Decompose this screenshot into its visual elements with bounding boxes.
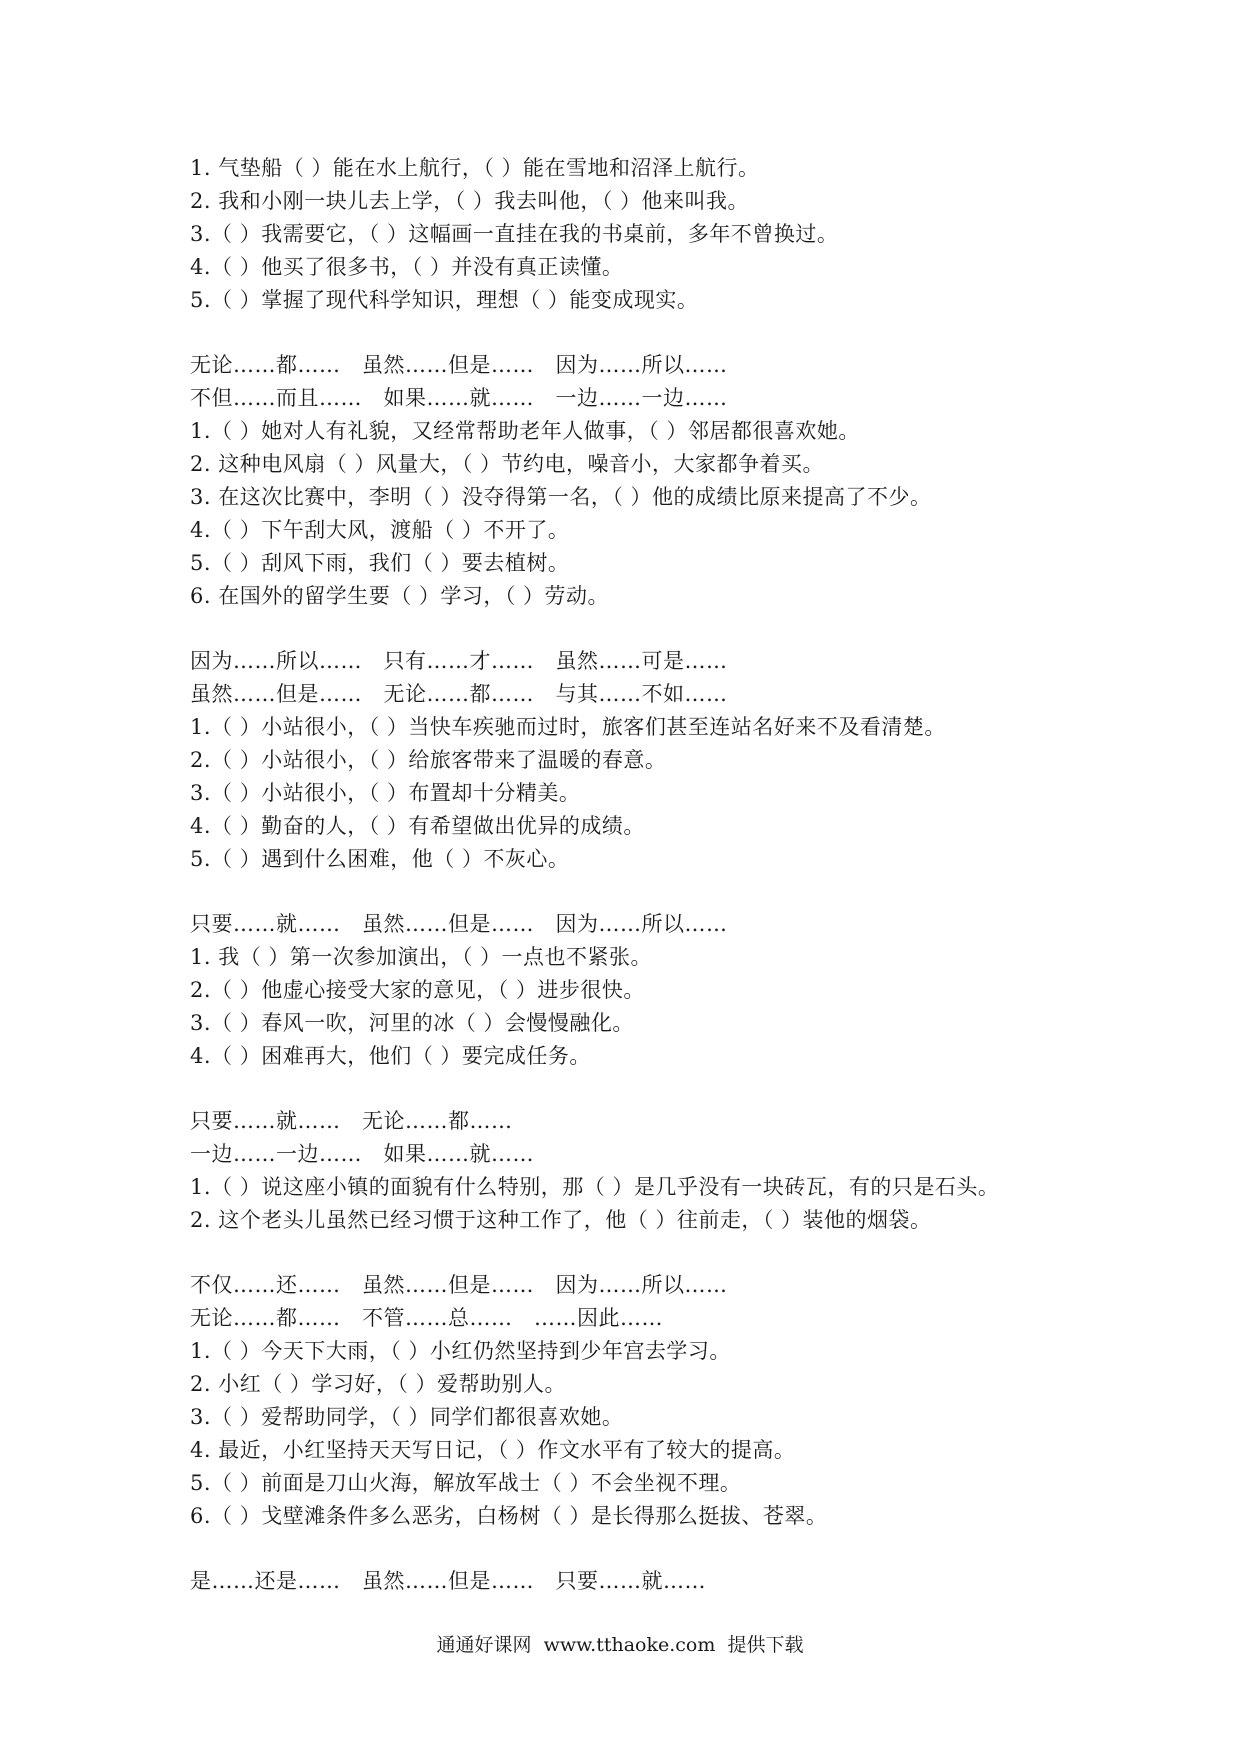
- exercise-content: [190, 152, 1190, 1598]
- question-line: 1.（ ）小站很小，（ ）当快车疾驰而过时，旅客们甚至连站名好来不及看清楚。: [190, 715, 946, 739]
- exercise-section: [190, 1565, 1190, 1598]
- word-bank-line: 是……还是…… 虽然……但是…… 只要……就……: [190, 1569, 707, 1593]
- word-bank-line: 只要……就…… 虽然……但是…… 因为……所以……: [190, 912, 728, 936]
- question-line: 1.（ ）今天下大雨，（ ）小红仍然坚持到少年宫去学习。: [190, 1339, 731, 1363]
- exercise-section: [190, 908, 1190, 1073]
- question-line: 5.（ ）刮风下雨，我们（ ）要去植树。: [190, 551, 570, 575]
- question-line: 4.（ ）勤奋的人，（ ）有希望做出优异的成绩。: [190, 814, 645, 838]
- word-bank-line: 无论……都…… 虽然……但是…… 因为……所以……: [190, 353, 728, 377]
- question-line: 2. 我和小刚一块儿去上学，（ ）我去叫他，（ ）他来叫我。: [190, 189, 750, 213]
- question-line: 3.（ ）春风一吹，河里的冰（ ）会慢慢融化。: [190, 1011, 634, 1035]
- question-line: 4.（ ）困难再大，他们（ ）要完成任务。: [190, 1044, 591, 1068]
- word-bank-line: 因为……所以…… 只有……才…… 虽然……可是……: [190, 649, 728, 673]
- question-line: 2.（ ）小站很小，（ ）给旅客带来了温暖的春意。: [190, 748, 667, 772]
- exercise-section: [190, 1269, 1190, 1533]
- question-line: 4.（ ）下午刮大风，渡船（ ）不开了。: [190, 518, 570, 542]
- word-bank-line: 无论……都…… 不管……总…… ……因此……: [190, 1306, 664, 1330]
- question-line: 2.（ ）他虚心接受大家的意见，（ ）进步很快。: [190, 978, 645, 1002]
- word-bank-line: 不仅……还…… 虽然……但是…… 因为……所以……: [190, 1273, 728, 1297]
- question-line: 4.（ ）他买了很多书，（ ）并没有真正读懂。: [190, 255, 624, 279]
- question-line: 2. 小红（ ）学习好，（ ）爱帮助别人。: [190, 1372, 567, 1396]
- question-line: 2. 这个老头儿虽然已经习惯于这种工作了，他（ ）往前走，（ ）装他的烟袋。: [190, 1208, 932, 1232]
- word-bank-line: 一边……一边…… 如果……就……: [190, 1142, 535, 1166]
- question-line: 4. 最近，小红坚持天天写日记，（ ）作文水平有了较大的提高。: [190, 1438, 796, 1462]
- question-line: 3.（ ）小站很小，（ ）布置却十分精美。: [190, 781, 581, 805]
- question-line: 6. 在国外的留学生要（ ）学习，（ ）劳动。: [190, 584, 610, 608]
- exercise-section: [190, 1105, 1190, 1237]
- word-bank-line: 不但……而且…… 如果……就…… 一边……一边……: [190, 386, 728, 410]
- question-line: 5.（ ）遇到什么困难，他（ ）不灰心。: [190, 847, 570, 871]
- question-line: 1. 气垫船（ ）能在水上航行，（ ）能在雪地和沼泽上航行。: [190, 156, 760, 180]
- question-line: 3.（ ）爱帮助同学，（ ）同学们都很喜欢她。: [190, 1405, 624, 1429]
- question-line: 6.（ ）戈壁滩条件多么恶劣，白杨树（ ）是长得那么挺拔、苍翠。: [190, 1504, 828, 1528]
- question-line: 5.（ ）前面是刀山火海，解放军战士（ ）不会坐视不理。: [190, 1471, 742, 1495]
- exercise-section: [190, 645, 1190, 876]
- exercise-section: [190, 349, 1190, 613]
- exercise-section: [190, 152, 1190, 317]
- question-line: 5.（ ）掌握了现代科学知识，理想（ ）能变成现实。: [190, 288, 699, 312]
- question-line: 2. 这种电风扇（ ）风量大，（ ）节约电，噪音小，大家都争着买。: [190, 452, 825, 476]
- question-line: 3. 在这次比赛中，李明（ ）没夺得第一名，（ ）他的成绩比原来提高了不少。: [190, 485, 932, 509]
- word-bank-line: 虽然……但是…… 无论……都…… 与其……不如……: [190, 682, 728, 706]
- page-footer: 通通好课网 www.tthaoke.com 提供下载: [436, 1634, 804, 1656]
- question-line: 1.（ ）她对人有礼貌，又经常帮助老年人做事，（ ）邻居都很喜欢她。: [190, 419, 860, 443]
- question-line: 1. 我（ ）第一次参加演出，（ ）一点也不紧张。: [190, 945, 653, 969]
- question-line: 3.（ ）我需要它，（ ）这幅画一直挂在我的书桌前，多年不曾换过。: [190, 222, 839, 246]
- word-bank-line: 只要……就…… 无论……都……: [190, 1109, 513, 1133]
- question-line: 1.（ ）说这座小镇的面貌有什么特别，那（ ）是几乎没有一块砖瓦，有的只是石头。: [190, 1175, 1000, 1199]
